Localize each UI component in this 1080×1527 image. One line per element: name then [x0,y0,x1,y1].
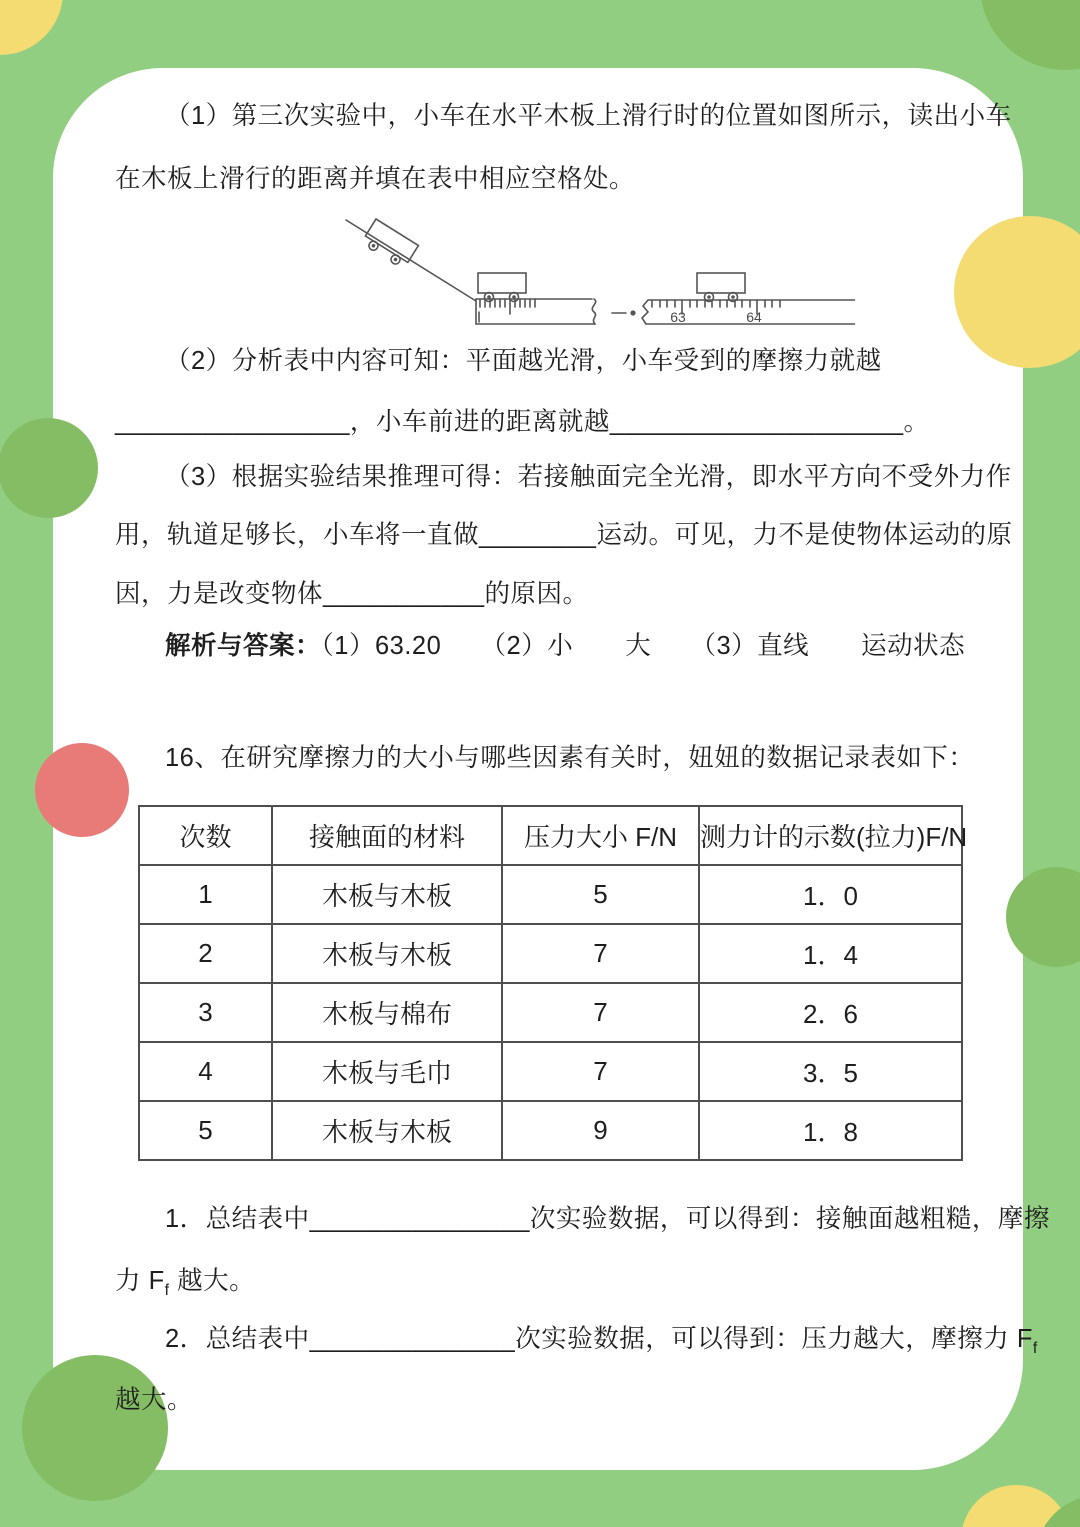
table-cell: 1．8 [699,1101,962,1160]
table-cell: 1．0 [699,865,962,924]
table-cell: 木板与毛巾 [272,1042,502,1101]
friction-force-subscript: f [164,1282,170,1300]
break-dash-dot [612,311,635,315]
table-cell: 7 [502,924,699,983]
cart-on-incline [361,219,419,270]
table-cell: 1．4 [699,924,962,983]
table-cell: 4 [139,1042,272,1101]
table-cell: 木板与木板 [272,1101,502,1160]
table-cell: 5 [502,865,699,924]
q15-part2-line1: （2）分析表中内容可知：平面越光滑，小车受到的摩擦力就越 [165,347,882,375]
table-cell: 木板与棉布 [272,983,502,1042]
table-cell: 5 [139,1101,272,1160]
q16-sub2-line1-text: 2．总结表中______________次实验数据，可以得到：压力越大，摩擦力 F [165,1325,1033,1353]
table-cell: 1 [139,865,272,924]
table-cell: 3．5 [699,1042,962,1101]
q16-sub1-line2-suffix: 越大。 [169,1267,256,1295]
q15-answer-line [115,630,965,663]
q16-sub2-line1 [115,1323,1038,1360]
answer-label: 解析与答案： [165,632,322,660]
table-header-cell: 压力大小 F/N [502,806,699,865]
table-cell: 2 [139,924,272,983]
table-cell: 7 [502,1042,699,1101]
experiment-diagram [330,213,855,337]
incline-track [346,220,476,301]
q16-intro: 16、在研究摩擦力的大小与哪些因素有关时，妞妞的数据记录表如下： [165,744,975,772]
q15-part3-line1: （3）根据实验结果推理可得：若接触面完全光滑，即水平方向不受外力作 [165,463,1012,491]
q16-sub1-line2 [115,1265,255,1302]
table-header-cell: 接触面的材料 [272,806,502,865]
q15-part3-line2: 用，轨道足够长，小车将一直做________运动。可见，力不是使物体运动的原 [115,521,1013,549]
table-cell: 9 [502,1101,699,1160]
q15-part1-line2: 在木板上滑行的距离并填在表中相应空格处。 [115,165,636,193]
q16-sub2-line2: 越大。 [115,1386,194,1414]
table-cell: 3 [139,983,272,1042]
friction-force-subscript: f [1032,1340,1038,1358]
table-cell: 7 [502,983,699,1042]
cart-at-end [697,273,745,302]
table-row [139,865,962,924]
q15-part1-line1: （1）第三次实验中，小车在水平木板上滑行时的位置如图所示，读出小车 [165,102,1012,130]
q16-sub1-line1: 1．总结表中_______________次实验数据，可以得到：接触面越粗糙，摩擦 [165,1205,1050,1233]
table-header-cell: 次数 [139,806,272,865]
ruler-mark-63: 63 [670,309,686,325]
friction-data-table [138,805,968,1161]
table-cell: 木板与木板 [272,865,502,924]
answer-text: （1）63.20 （2）小 大 （3）直线 运动状态 [321,632,966,660]
table-header-cell: 测力计的示数(拉力)F/N [699,806,962,865]
cart-at-start [478,273,526,302]
table-cell: 木板与木板 [272,924,502,983]
table-row [139,1101,962,1160]
ruler-left-section [476,299,596,324]
q16-sub1-line2-text: 力 F [115,1267,165,1295]
q15-part2-line2: ________________，小车前进的距离就越____________________。 [115,408,930,436]
ruler-mark-64: 64 [746,309,762,325]
table-cell: 2．6 [699,983,962,1042]
q15-part3-line3: 因，力是改变物体___________的原因。 [115,580,589,608]
table-row [139,1042,962,1101]
table-row [139,983,962,1042]
table-row [139,924,962,983]
table-header-row [139,806,962,865]
